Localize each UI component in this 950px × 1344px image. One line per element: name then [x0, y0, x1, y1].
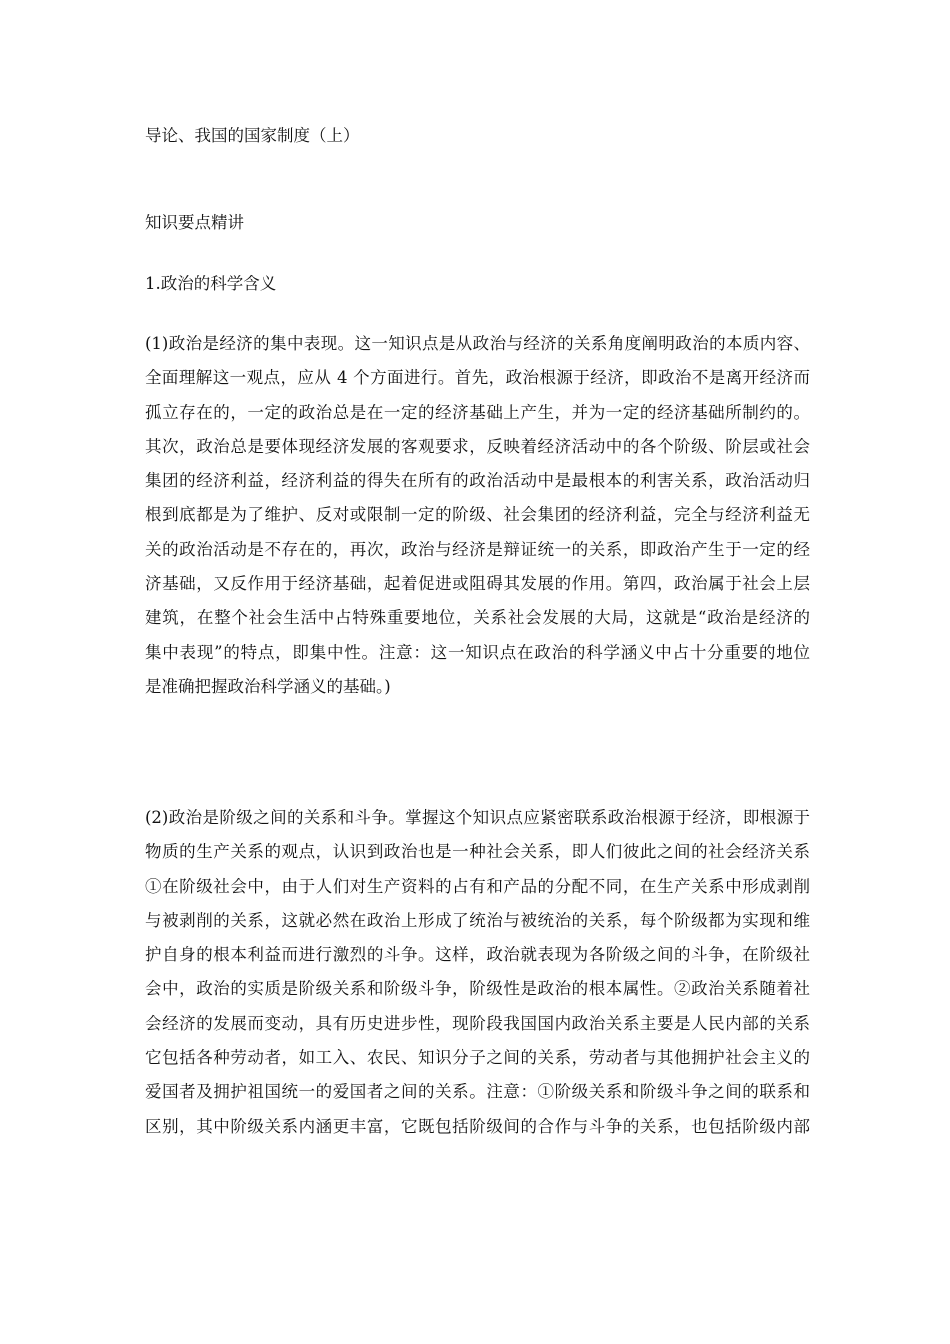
- topic-heading: 1.政治的科学含义: [145, 274, 277, 293]
- paragraph-line: 其次，政治总是要体现经济发展的客观要求，反映着经济活动中的各个阶级、阶层或社会: [145, 436, 810, 456]
- paragraph-line: 集中表现”的特点，即集中性。注意：这一知识点在政治的科学涵义中占十分重要的地位: [145, 642, 810, 662]
- paragraph-line: (1)政治是经济的集中表现。这一知识点是从政治与经济的关系角度阐明政治的本质内容、: [145, 334, 810, 353]
- paragraph-line: 集团的经济利益，经济利益的得失在所有的政治活动中是最根本的利害关系，政治活动归: [145, 471, 810, 491]
- paragraph-line: 它包括各种劳动者，如工入、农民、知识分子之间的关系，劳动者与其他拥护社会主义的: [145, 1048, 810, 1068]
- paragraph-line: 护自身的根本利益而进行激烈的斗争。这样，政治就表现为各阶级之间的斗争，在阶级社: [145, 945, 810, 965]
- paragraph-line: 建筑，在整个社会生活中占特殊重要地位，关系社会发展的大局，这就是“政治是经济的: [145, 608, 810, 628]
- paragraph-1: [145, 327, 810, 704]
- section-heading: 知识要点精讲: [145, 213, 244, 232]
- paragraph-2: [145, 801, 810, 1144]
- paragraph-line: 会中，政治的实质是阶级关系和阶级斗争，阶级性是政治的根本属性。②政治关系随着社: [145, 979, 810, 999]
- paragraph-line: 孤立存在的，一定的政治总是在一定的经济基础上产生，并为一定的经济基础所制约的。: [145, 402, 810, 422]
- paragraph-line: 济基础，又反作用于经济基础，起着促进或阻碍其发展的作用。第四，政治属于社会上层: [145, 574, 810, 594]
- paragraph-line: 区别，其中阶级关系内涵更丰富，它既包括阶级间的合作与斗争的关系，也包括阶级内部: [145, 1116, 810, 1136]
- paragraph-line: ①在阶级社会中，由于人们对生产资料的占有和产品的分配不同，在生产关系中形成剥削: [145, 876, 810, 896]
- page-title: 导论、我国的国家制度（上）: [145, 126, 360, 145]
- paragraph-line: 物质的生产关系的观点，认识到政治也是一种社会关系，即人们彼此之间的社会经济关系: [145, 842, 810, 862]
- paragraph-line: 关的政治活动是不存在的，再次，政治与经济是辩证统一的关系，即政治产生于一定的经: [145, 539, 810, 559]
- paragraph-line: 是准确把握政治科学涵义的基础。): [145, 676, 391, 696]
- paragraph-line: 会经济的发展而变动，具有历史进步性，现阶段我国国内政治关系主要是人民内部的关系: [145, 1013, 810, 1033]
- paragraph-line: 爱国者及拥护祖国统一的爱国者之间的关系。注意：①阶级关系和阶级斗争之间的联系和: [145, 1082, 810, 1102]
- paragraph-line: 与被剥削的关系，这就必然在政治上形成了统治与被统治的关系，每个阶级都为实现和维: [145, 910, 810, 930]
- paragraph-line: 全面理解这一观点，应从 4 个方面进行。首先，政治根源于经济，即政治不是离开经济而: [145, 368, 810, 388]
- paragraph-line: (2)政治是阶级之间的关系和斗争。掌握这个知识点应紧密联系政治根源于经济，即根源于: [145, 808, 810, 827]
- paragraph-line: 根到底都是为了维护、反对或限制一定的阶级、社会集团的经济利益，完全与经济利益无: [145, 505, 810, 525]
